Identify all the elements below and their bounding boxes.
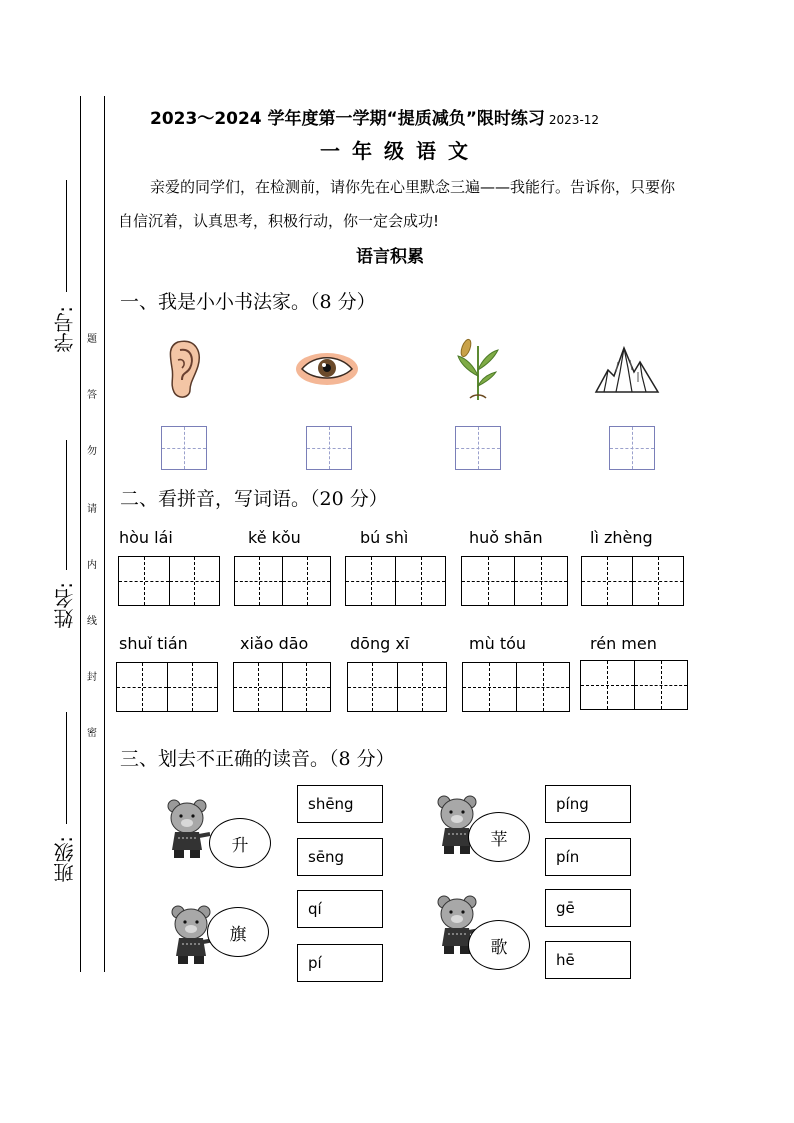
answer-grid[interactable] [118, 556, 220, 606]
seal-char: 内 [87, 560, 97, 571]
pinyin-label: kě kǒu [248, 528, 301, 547]
eye-picture [296, 350, 358, 388]
class-blank [66, 712, 67, 824]
pinyin-option[interactable]: sēng [297, 838, 383, 876]
seal-char: 题 [87, 334, 97, 345]
pinyin-option[interactable]: qí [297, 890, 383, 928]
pinyin-label: dōng xī [350, 634, 410, 653]
section-heading: 语言积累 [356, 247, 424, 267]
exam-subtitle: 一年级语文 [320, 139, 480, 163]
seal-char: 答 [87, 390, 97, 401]
mountain-picture [594, 342, 660, 394]
character-bubble: 歌 [468, 920, 530, 970]
intro-paragraph: 亲爱的同学们，在检测前，请你先在心里默念三遍——我能行。告诉你，只要你自信沉着，认真思考，积极行动，你一定会成功! [118, 178, 676, 230]
answer-grid[interactable] [345, 556, 446, 606]
answer-grid[interactable] [233, 662, 331, 712]
pinyin-label: xiǎo dāo [240, 634, 309, 653]
exam-date: 2023-12 [548, 113, 600, 127]
answer-grid[interactable] [347, 662, 447, 712]
bear-icon [166, 798, 212, 860]
seal-char: 密 [87, 728, 97, 739]
character-bubble: 升 [209, 818, 271, 868]
pinyin-label: bú shì [360, 528, 409, 547]
name-label: 姓名: [53, 582, 77, 629]
pinyin-label: lì zhèng [590, 528, 653, 547]
seal-char: 封 [87, 672, 97, 683]
character-bubble: 旗 [207, 907, 269, 957]
writing-grid[interactable] [306, 426, 352, 470]
seedling-picture [456, 336, 500, 402]
pinyin-option[interactable]: hē [545, 941, 631, 979]
q2-heading: 二、看拼音，写词语。（20 分） [120, 488, 388, 510]
q1-heading: 一、我是小小书法家。（8 分） [120, 291, 376, 313]
answer-grid[interactable] [580, 660, 688, 710]
answer-grid[interactable] [462, 662, 570, 712]
pinyin-label: mù tóu [469, 634, 527, 653]
class-label: 班级: [53, 836, 77, 883]
pinyin-option[interactable]: pí [297, 944, 383, 982]
pinyin-option[interactable]: píng [545, 785, 631, 823]
pinyin-option[interactable]: pín [545, 838, 631, 876]
pinyin-label: huǒ shān [469, 528, 543, 547]
id-blank [66, 180, 67, 292]
pinyin-option[interactable]: gē [545, 889, 631, 927]
name-blank [66, 440, 67, 570]
character-bubble: 苹 [468, 812, 530, 862]
margin-line-inner [104, 96, 105, 972]
answer-grid[interactable] [234, 556, 331, 606]
seal-char: 勿 [87, 446, 97, 457]
answer-grid[interactable] [581, 556, 684, 606]
exam-title [150, 104, 599, 129]
pinyin-label: hòu lái [119, 528, 173, 547]
exam-title-text: 2023～2024 学年度第一学期“提质减负”限时练习 [150, 109, 545, 129]
answer-grid[interactable] [461, 556, 568, 606]
id-label: 学号: [53, 306, 77, 353]
seal-char: 请 [87, 504, 97, 515]
writing-grid[interactable] [455, 426, 501, 470]
seal-char: 线 [87, 616, 97, 627]
ear-picture [168, 338, 202, 400]
margin-line-outer [80, 96, 81, 972]
pinyin-label: shuǐ tián [119, 634, 188, 653]
writing-grid[interactable] [609, 426, 655, 470]
writing-grid[interactable] [161, 426, 207, 470]
answer-grid[interactable] [116, 662, 218, 712]
q3-heading: 三、划去不正确的读音。（8 分） [120, 748, 395, 770]
pinyin-label: rén men [590, 634, 657, 653]
pinyin-option[interactable]: shēng [297, 785, 383, 823]
